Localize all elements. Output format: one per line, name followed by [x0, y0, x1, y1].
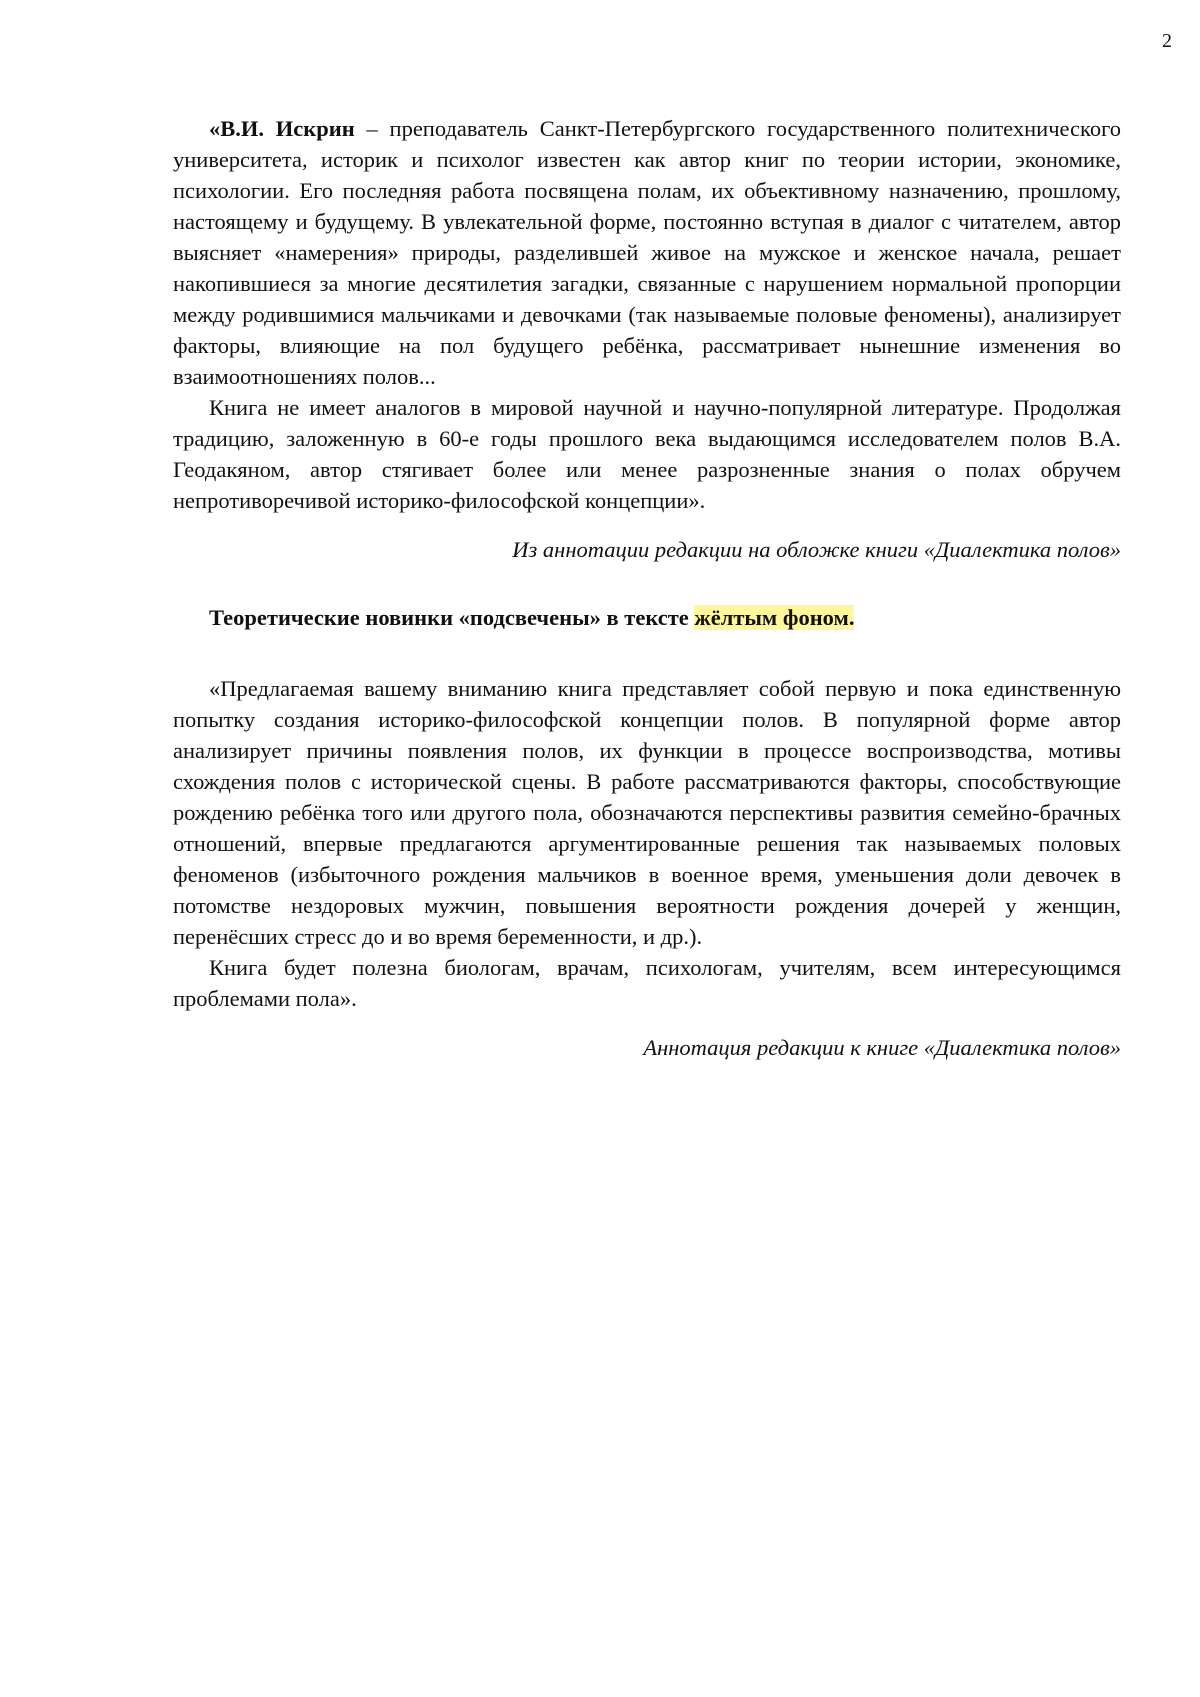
signature-editorial-annotation: Аннотация редакции к книге «Диалектика полов»	[173, 1032, 1121, 1063]
annotation-block-cover	[173, 113, 1121, 565]
author-intro-text: – преподаватель Санкт-Петербургского государственного политехнического университета, историк и психолог известен как автор книг по теории истории, экономике, психологии. Его последняя работа посвящена полам, их объективному назначению, прошлому, настоящему и будущему. В увлекательной форме, постоянно вступая в диалог с читателем, автор выясняет «намерения» природы, разделившей живое на мужское и женское начала, решает накопившиеся за многие десятилетия загадки, связанные с нарушением нормальной пропорции между родившимися мальчиками и девочками (так называемые половые феномены), анализирует факторы, влияющие на пол будущего ребёнка, рассматривает нынешние изменения во взаимоотношениях полов...	[173, 116, 1121, 389]
page-number: 2	[1162, 30, 1172, 53]
highlight-notice	[173, 602, 1121, 633]
document-body	[173, 113, 1121, 1063]
signature-cover-annotation: Из аннотации редакции на обложке книги «Диалектика полов»	[173, 534, 1121, 565]
author-name: «В.И. Искрин	[209, 116, 355, 141]
highlighted-phrase: жёлтым фоном.	[694, 605, 854, 630]
paragraph-book-description: «Предлагаемая вашему вниманию книга представляет собой первую и пока единственную попытку создания историко-философской концепции полов. В популярной форме автор анализирует причины появления полов, их функции в процессе воспроизводства, мотивы схождения полов с исторической сцены. В работе рассматриваются факторы, способствующие рождению ребёнка того или другого пола, обозначаются перспективы развития семейно-брачных отношений, впервые предлагаются аргументированные решения так называемых половых феноменов (избыточного рождения мальчиков в военное время, уменьшения доли девочек в потомстве нездоровых мужчин, повышения вероятности рождения дочерей у женщин, перенёсших стресс до и во время беременности, и др.).	[173, 673, 1121, 952]
annotation-block-editorial	[173, 673, 1121, 1063]
paragraph-book-audience: Книга будет полезна биологам, врачам, психологам, учителям, всем интересующимся проблемами пола».	[173, 952, 1121, 1014]
paragraph-author-intro	[173, 113, 1121, 392]
highlight-notice-text: Теоретические новинки «подсвечены» в тексте	[209, 605, 694, 630]
paragraph-book-uniqueness: Книга не имеет аналогов в мировой научной и научно-популярной литературе. Продолжая традицию, заложенную в 60-е годы прошлого века выдающимся исследователем полов В.А. Геодакяном, автор стягивает более или менее разрозненные знания о полах обручем непротиворечивой историко-философской концепции».	[173, 392, 1121, 516]
